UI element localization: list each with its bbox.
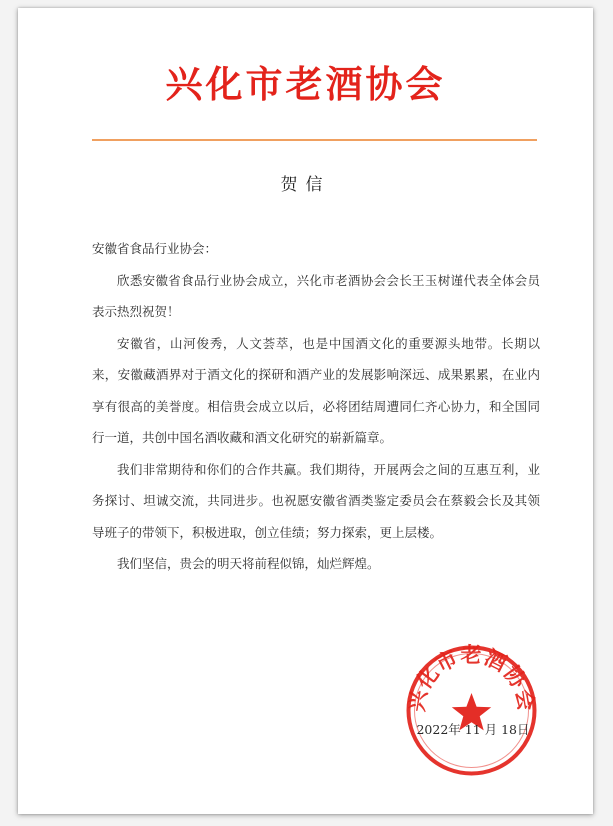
letter-title: 贺信 xyxy=(280,175,331,195)
letter-body xyxy=(92,233,540,580)
header-divider xyxy=(92,139,537,141)
date-line xyxy=(398,720,548,740)
letterhead-title: 兴化市老酒协会 xyxy=(165,62,446,106)
letter-paragraph: 我们坚信，贵会的明天将前程似锦，灿烂辉煌。 xyxy=(117,556,380,571)
letter-salutation: 安徽省食品行业协会： xyxy=(92,241,218,256)
letter-paragraph: 欣悉安徽省食品行业协会成立，兴化市老酒协会会长王玉树谨代表全体会员表示热烈祝贺！ xyxy=(92,272,540,319)
letter-paragraph: 安徽省，山河俊秀，人文荟萃，也是中国酒文化的重要源头地带。长期以来，安徽藏酒界对于酒文化的探研和酒产业的发展影响深远、成果累累，在业内享有很高的美誉度。相信贵会成立以后，必将团结周遭同仁齐心协力，和全国同行一道，共创中国名酒收藏和酒文化研究的崭新篇章。 xyxy=(92,335,540,445)
letter-paragraph: 我们非常期待和你们的合作共赢。我们期待，开展两会之间的互惠互利，业务探讨、坦诚交流，共同进步。也祝愿安徽省酒类鉴定委员会在蔡毅会长及其领导班子的带领下，积极进取，创立佳绩；努力探索，更上层楼。 xyxy=(92,461,540,540)
seal-text: 兴化市老酒协会 xyxy=(404,643,539,714)
letter-page xyxy=(18,8,593,814)
official-seal xyxy=(404,643,539,778)
letter-date: 2022年 11 月 18日 xyxy=(416,722,530,737)
